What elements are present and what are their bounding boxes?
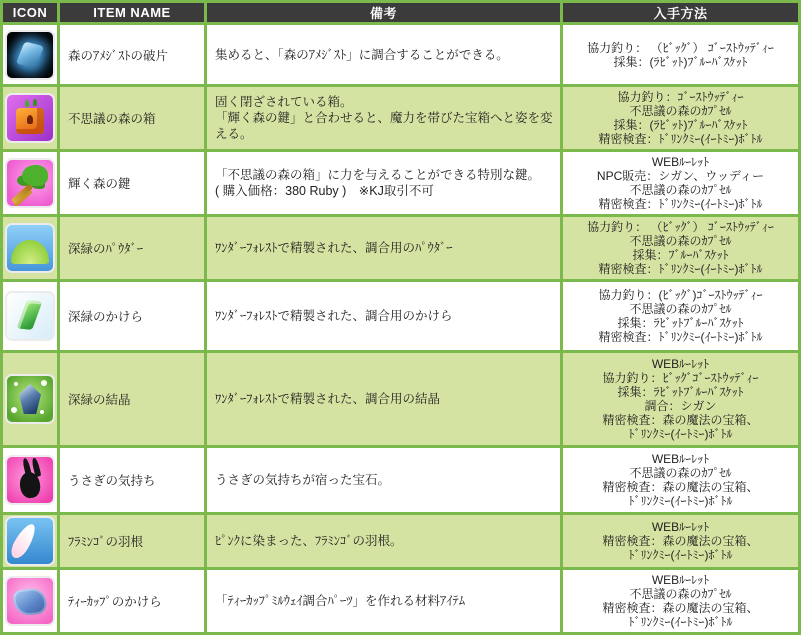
method-line: ﾄﾞﾘﾝｸﾐｰ(ｲｰﾄﾐｰ)ﾎﾞﾄﾙ <box>628 494 733 508</box>
rabbit-feelings-icon <box>5 455 55 505</box>
item-methods-cell <box>562 569 800 634</box>
item-name: 深緑のかけら <box>68 310 144 324</box>
column-header-notes: 備考 <box>206 2 562 24</box>
column-header-name: ITEM NAME <box>59 2 206 24</box>
mystery-forest-box-icon <box>5 93 55 143</box>
method-line: WEBﾙｰﾚｯﾄ <box>651 452 710 466</box>
table-row <box>2 514 800 569</box>
table-row <box>2 569 800 634</box>
method-line: 協力釣り：ｺﾞｰｽﾄｳｯﾃﾞｨｰ <box>617 90 744 104</box>
note-line: 「ﾃｨｰｶｯﾌﾟﾐﾙｳｪｲ調合ﾊﾟｰﾂ」を作れる材料ｱｲﾃﾑ <box>215 594 466 608</box>
method-line: WEBﾙｰﾚｯﾄ <box>651 520 710 534</box>
method-line: 不思議の森のｶﾌﾟｾﾙ <box>629 466 732 480</box>
note-line: 「不思議の森の箱」に力を与えることができる特別な鍵。 <box>215 168 541 182</box>
table-row <box>2 281 800 352</box>
item-name-cell <box>59 151 206 216</box>
method-line: 精密検査：ﾄﾞﾘﾝｸﾐｰ(ｲｰﾄﾐｰ)ﾎﾞﾄﾙ <box>598 197 763 211</box>
method-line: 協力釣り： （ﾋﾞｯｸﾞ） ｺﾞｰｽﾄｳｯﾃﾞｨｰ <box>587 40 774 55</box>
item-name: 輝く森の鍵 <box>68 177 131 191</box>
item-notes-cell <box>206 216 562 281</box>
item-name: うさぎの気持ち <box>68 474 156 488</box>
item-notes-cell <box>206 151 562 216</box>
item-notes-cell <box>206 281 562 352</box>
item-notes-cell <box>206 514 562 569</box>
item-icon-cell <box>2 569 59 634</box>
item-icon-cell <box>2 151 59 216</box>
method-line: 協力釣り：ﾋﾞｯｸﾞｺﾞｰｽﾄｳｯﾃﾞｨｰ <box>602 371 759 385</box>
method-line: 協力釣り： （ﾋﾞｯｸﾞ） ｺﾞｰｽﾄｳｯﾃﾞｨｰ <box>587 220 774 234</box>
method-line: 協力釣り：(ﾋﾞｯｸﾞ)ｺﾞｰｽﾄｳｯﾃﾞｨｰ <box>598 288 763 302</box>
method-line: 採集：ﾗﾋﾞｯﾄﾌﾞﾙｰﾊﾞｽｹｯﾄ <box>617 385 744 399</box>
method-line: WEBﾙｰﾚｯﾄ <box>651 357 710 371</box>
deep-green-powder-icon <box>5 223 55 273</box>
item-notes-cell <box>206 569 562 634</box>
method-line: 採集：(ﾗﾋﾞｯﾄ)ﾌﾞﾙｰﾊﾞｽｹｯﾄ <box>613 118 748 132</box>
item-name-cell <box>59 86 206 151</box>
item-icon-cell <box>2 281 59 352</box>
note-line: ﾜﾝﾀﾞｰﾌｫﾚｽﾄで精製された、調合用のかけら <box>215 309 453 323</box>
flamingo-feather-icon <box>5 516 55 566</box>
item-methods-cell <box>562 352 800 447</box>
method-line: 精密検査：ﾄﾞﾘﾝｸﾐｰ(ｲｰﾄﾐｰ)ﾎﾞﾄﾙ <box>598 132 763 146</box>
table-header-row <box>2 2 800 24</box>
method-line: 不思議の森のｶﾌﾟｾﾙ <box>629 183 732 197</box>
method-line: 調合：シガン <box>644 399 717 413</box>
forest-amethyst-fragment-icon <box>5 30 55 80</box>
method-line: NPC販売：シガン、ウッディー <box>596 169 765 183</box>
item-icon-cell <box>2 24 59 86</box>
method-line: 精密検査：森の魔法の宝箱、 <box>602 601 759 615</box>
method-line: 採集：ﾌﾞﾙｰﾊﾞｽｹｯﾄ <box>632 248 729 262</box>
note-line: 「輝く森の鍵」と合わせると、魔力を帯びた宝箱へと姿を変える。 <box>215 111 553 141</box>
table-row <box>2 447 800 514</box>
item-name-cell <box>59 447 206 514</box>
item-name-cell <box>59 569 206 634</box>
note-line: 固く閉ざされている箱。 <box>215 95 353 109</box>
deep-green-shard-icon <box>5 291 55 341</box>
method-line: 不思議の森のｶﾌﾟｾﾙ <box>629 104 732 118</box>
item-methods-cell <box>562 24 800 86</box>
note-line: ( 購入価格：380 Ruby ) ※KJ取引不可 <box>215 184 434 198</box>
method-line: ﾄﾞﾘﾝｸﾐｰ(ｲｰﾄﾐｰ)ﾎﾞﾄﾙ <box>628 427 733 441</box>
item-icon-cell <box>2 447 59 514</box>
method-line: WEBﾙｰﾚｯﾄ <box>651 573 710 587</box>
table-row <box>2 352 800 447</box>
item-name: ﾃｨｰｶｯﾌﾟのかけら <box>68 595 162 609</box>
item-name-cell <box>59 24 206 86</box>
item-methods-cell <box>562 86 800 151</box>
item-methods-cell <box>562 281 800 352</box>
item-methods-cell <box>562 216 800 281</box>
method-line: ﾄﾞﾘﾝｸﾐｰ(ｲｰﾄﾐｰ)ﾎﾞﾄﾙ <box>628 615 733 629</box>
method-line: WEBﾙｰﾚｯﾄ <box>651 155 710 169</box>
teacup-fragment-icon <box>5 576 55 626</box>
column-header-icon: ICON <box>2 2 59 24</box>
method-line: 採集：(ﾗﾋﾞｯﾄ)ﾌﾞﾙｰﾊﾞｽｹｯﾄ <box>613 54 748 69</box>
method-line: 精密検査：森の魔法の宝箱、 <box>602 534 759 548</box>
method-line: 精密検査：森の魔法の宝箱、 <box>602 480 759 494</box>
method-line: 不思議の森のｶﾌﾟｾﾙ <box>629 234 732 248</box>
item-name-cell <box>59 352 206 447</box>
note-line: ﾜﾝﾀﾞｰﾌｫﾚｽﾄで精製された、調合用の結晶 <box>215 392 441 406</box>
item-name: 森のｱﾒｼﾞｽﾄの破片 <box>68 48 169 63</box>
item-notes-cell <box>206 86 562 151</box>
item-notes-cell <box>206 24 562 86</box>
item-name-cell <box>59 514 206 569</box>
item-icon-cell <box>2 216 59 281</box>
item-methods-cell <box>562 514 800 569</box>
item-icon-cell <box>2 86 59 151</box>
method-line: 精密検査：森の魔法の宝箱、 <box>602 413 759 427</box>
table-row <box>2 151 800 216</box>
item-icon-cell <box>2 352 59 447</box>
item-icon-cell <box>2 514 59 569</box>
note-line: うさぎの気持ちが宿った宝石。 <box>215 473 391 487</box>
item-name: ﾌﾗﾐﾝｺﾞの羽根 <box>68 535 144 549</box>
deep-green-crystal-icon <box>5 374 55 424</box>
item-name: 深緑の結晶 <box>68 393 131 407</box>
item-methods-cell <box>562 447 800 514</box>
method-line: ﾄﾞﾘﾝｸﾐｰ(ｲｰﾄﾐｰ)ﾎﾞﾄﾙ <box>628 548 733 562</box>
item-methods-cell <box>562 151 800 216</box>
item-name-cell <box>59 281 206 352</box>
table-row <box>2 24 800 86</box>
item-name: 不思議の森の箱 <box>68 112 156 126</box>
method-line: 不思議の森のｶﾌﾟｾﾙ <box>629 587 732 601</box>
shining-forest-key-icon <box>5 158 55 208</box>
method-line: 不思議の森のｶﾌﾟｾﾙ <box>629 302 732 316</box>
item-name: 深緑のﾊﾟｳﾀﾞｰ <box>68 242 144 256</box>
note-line: 集めると、「森のｱﾒｼﾞｽﾄ」に調合することができる。 <box>215 47 509 62</box>
item-name-cell <box>59 216 206 281</box>
note-line: ﾋﾟﾝｸに染まった、ﾌﾗﾐﾝｺﾞの羽根。 <box>215 534 403 548</box>
table-row <box>2 86 800 151</box>
method-line: 採集：ﾗﾋﾞｯﾄﾌﾞﾙｰﾊﾞｽｹｯﾄ <box>617 316 744 330</box>
method-line: 精密検査：ﾄﾞﾘﾝｸﾐｰ(ｲｰﾄﾐｰ)ﾎﾞﾄﾙ <box>598 262 763 276</box>
method-line: 精密検査：ﾄﾞﾘﾝｸﾐｰ(ｲｰﾄﾐｰ)ﾎﾞﾄﾙ <box>598 330 763 344</box>
column-header-methods: 入手方法 <box>562 2 800 24</box>
table-row <box>2 216 800 281</box>
note-line: ﾜﾝﾀﾞｰﾌｫﾚｽﾄで精製された、調合用のﾊﾟｳﾀﾞｰ <box>215 241 453 255</box>
item-notes-cell <box>206 352 562 447</box>
item-notes-cell <box>206 447 562 514</box>
